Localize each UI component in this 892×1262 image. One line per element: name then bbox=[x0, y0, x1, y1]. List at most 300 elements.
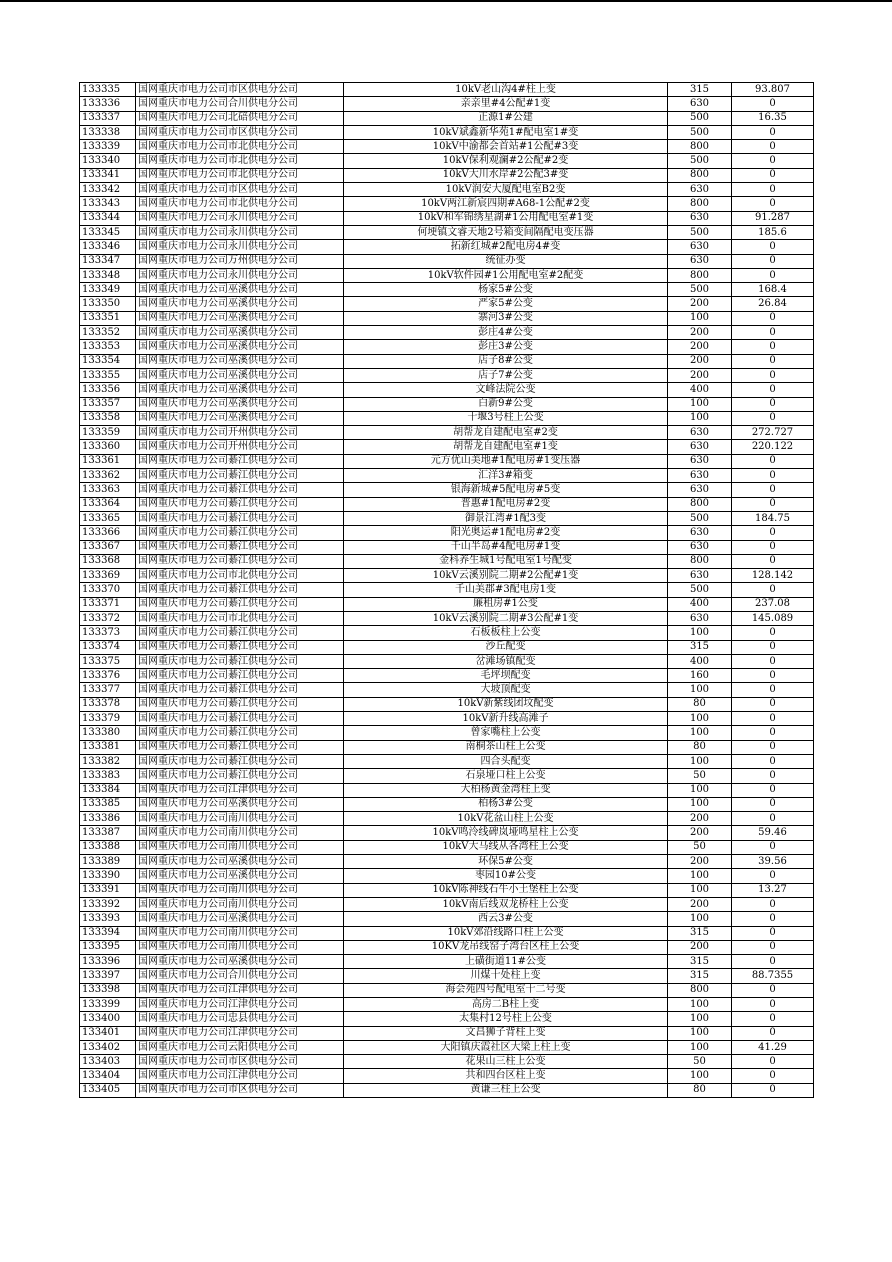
cell-capacity: 200 bbox=[668, 354, 732, 368]
cell-transformer-name: 白新9#公变 bbox=[344, 397, 668, 411]
cell-value: 0 bbox=[732, 1069, 814, 1083]
cell-capacity: 80 bbox=[668, 1083, 732, 1097]
cell-id: 133365 bbox=[80, 511, 136, 525]
cell-capacity: 630 bbox=[668, 611, 732, 625]
cell-id: 133378 bbox=[80, 697, 136, 711]
cell-company: 国网重庆市电力公司南川供电分公司 bbox=[136, 826, 344, 840]
cell-transformer-name: 太集村12号柱上公变 bbox=[344, 1012, 668, 1026]
cell-transformer-name: 10KV龙吊线窑子湾台区柱上公变 bbox=[344, 940, 668, 954]
table-row bbox=[80, 1055, 814, 1069]
table-row bbox=[80, 197, 814, 211]
cell-id: 133370 bbox=[80, 583, 136, 597]
table-row bbox=[80, 154, 814, 168]
cell-id: 133374 bbox=[80, 640, 136, 654]
cell-company: 国网重庆市电力公司合川供电分公司 bbox=[136, 969, 344, 983]
cell-transformer-name: 店子8#公变 bbox=[344, 354, 668, 368]
cell-transformer-name: 石泉垭口柱上公变 bbox=[344, 769, 668, 783]
cell-transformer-name: 10kV保利观澜#2公配#2变 bbox=[344, 154, 668, 168]
cell-company: 国网重庆市电力公司市区供电分公司 bbox=[136, 125, 344, 139]
cell-value: 0 bbox=[732, 197, 814, 211]
cell-transformer-name: 彭庄4#公变 bbox=[344, 326, 668, 340]
data-table bbox=[79, 82, 814, 1098]
cell-value: 0 bbox=[732, 1055, 814, 1069]
table-row bbox=[80, 783, 814, 797]
cell-value: 26.84 bbox=[732, 297, 814, 311]
cell-company: 国网重庆市电力公司江津供电分公司 bbox=[136, 998, 344, 1012]
cell-capacity: 630 bbox=[668, 454, 732, 468]
cell-capacity: 800 bbox=[668, 497, 732, 511]
cell-id: 133399 bbox=[80, 998, 136, 1012]
cell-id: 133345 bbox=[80, 225, 136, 239]
cell-capacity: 500 bbox=[668, 125, 732, 139]
table-row bbox=[80, 740, 814, 754]
table-row bbox=[80, 926, 814, 940]
cell-value: 88.7355 bbox=[732, 969, 814, 983]
cell-capacity: 500 bbox=[668, 154, 732, 168]
cell-company: 国网重庆市电力公司綦江供电分公司 bbox=[136, 669, 344, 683]
cell-id: 133393 bbox=[80, 912, 136, 926]
cell-capacity: 630 bbox=[668, 569, 732, 583]
table-row bbox=[80, 626, 814, 640]
cell-transformer-name: 千山半岛#4配电房#1变 bbox=[344, 540, 668, 554]
cell-company: 国网重庆市电力公司市区供电分公司 bbox=[136, 1055, 344, 1069]
cell-company: 国网重庆市电力公司南川供电分公司 bbox=[136, 940, 344, 954]
cell-id: 133396 bbox=[80, 955, 136, 969]
table-row bbox=[80, 454, 814, 468]
table-row bbox=[80, 125, 814, 139]
cell-id: 133401 bbox=[80, 1026, 136, 1040]
cell-value: 0 bbox=[732, 669, 814, 683]
cell-capacity: 630 bbox=[668, 426, 732, 440]
cell-transformer-name: 南桐茶山柱上公变 bbox=[344, 740, 668, 754]
cell-id: 133357 bbox=[80, 397, 136, 411]
cell-capacity: 630 bbox=[668, 254, 732, 268]
cell-capacity: 315 bbox=[668, 83, 732, 97]
cell-value: 13.27 bbox=[732, 883, 814, 897]
cell-id: 133377 bbox=[80, 683, 136, 697]
cell-transformer-name: 10kV软件园#1公用配电室#2配变 bbox=[344, 268, 668, 282]
cell-company: 国网重庆市电力公司南川供电分公司 bbox=[136, 840, 344, 854]
cell-id: 133368 bbox=[80, 554, 136, 568]
cell-company: 国网重庆市电力公司巫溪供电分公司 bbox=[136, 411, 344, 425]
cell-company: 国网重庆市电力公司綦江供电分公司 bbox=[136, 454, 344, 468]
cell-capacity: 50 bbox=[668, 1055, 732, 1069]
cell-company: 国网重庆市电力公司南川供电分公司 bbox=[136, 926, 344, 940]
table-row bbox=[80, 297, 814, 311]
cell-company: 国网重庆市电力公司南川供电分公司 bbox=[136, 883, 344, 897]
cell-value: 0 bbox=[732, 326, 814, 340]
cell-company: 国网重庆市电力公司市北供电分公司 bbox=[136, 569, 344, 583]
table-row bbox=[80, 754, 814, 768]
table-row bbox=[80, 383, 814, 397]
cell-transformer-name: 10kV大川水岸#2公配3#变 bbox=[344, 168, 668, 182]
cell-company: 国网重庆市电力公司巫溪供电分公司 bbox=[136, 869, 344, 883]
cell-company: 国网重庆市电力公司江津供电分公司 bbox=[136, 983, 344, 997]
table-body bbox=[80, 83, 814, 1098]
cell-value: 0 bbox=[732, 583, 814, 597]
cell-capacity: 100 bbox=[668, 683, 732, 697]
table-row bbox=[80, 611, 814, 625]
cell-company: 国网重庆市电力公司开州供电分公司 bbox=[136, 426, 344, 440]
table-row bbox=[80, 998, 814, 1012]
cell-value: 128.142 bbox=[732, 569, 814, 583]
table-row bbox=[80, 225, 814, 239]
cell-value: 0 bbox=[732, 526, 814, 540]
cell-capacity: 315 bbox=[668, 926, 732, 940]
cell-transformer-name: 大柏杨黄金湾柱上变 bbox=[344, 783, 668, 797]
cell-value: 0 bbox=[732, 469, 814, 483]
table-row bbox=[80, 254, 814, 268]
cell-company: 国网重庆市电力公司綦江供电分公司 bbox=[136, 683, 344, 697]
cell-capacity: 630 bbox=[668, 240, 732, 254]
cell-company: 国网重庆市电力公司市北供电分公司 bbox=[136, 154, 344, 168]
cell-id: 133337 bbox=[80, 111, 136, 125]
cell-id: 133340 bbox=[80, 154, 136, 168]
table-row bbox=[80, 769, 814, 783]
cell-transformer-name: 10kV两江新宸四期#A68-1公配#2变 bbox=[344, 197, 668, 211]
cell-company: 国网重庆市电力公司綦江供电分公司 bbox=[136, 626, 344, 640]
table-row bbox=[80, 240, 814, 254]
cell-company: 国网重庆市电力公司巫溪供电分公司 bbox=[136, 297, 344, 311]
cell-id: 133367 bbox=[80, 540, 136, 554]
cell-capacity: 500 bbox=[668, 511, 732, 525]
cell-capacity: 100 bbox=[668, 998, 732, 1012]
cell-company: 国网重庆市电力公司綦江供电分公司 bbox=[136, 769, 344, 783]
table-row bbox=[80, 469, 814, 483]
table-row bbox=[80, 83, 814, 97]
cell-transformer-name: 沙丘配变 bbox=[344, 640, 668, 654]
cell-company: 国网重庆市电力公司忠县供电分公司 bbox=[136, 1012, 344, 1026]
cell-capacity: 500 bbox=[668, 283, 732, 297]
cell-transformer-name: 10kV和军锦绣星湖#1公用配电室#1变 bbox=[344, 211, 668, 225]
cell-id: 133388 bbox=[80, 840, 136, 854]
cell-value: 0 bbox=[732, 311, 814, 325]
cell-capacity: 100 bbox=[668, 1026, 732, 1040]
cell-value: 168.4 bbox=[732, 283, 814, 297]
cell-id: 133366 bbox=[80, 526, 136, 540]
cell-capacity: 200 bbox=[668, 826, 732, 840]
cell-company: 国网重庆市电力公司綦江供电分公司 bbox=[136, 469, 344, 483]
table-row bbox=[80, 183, 814, 197]
cell-company: 国网重庆市电力公司巫溪供电分公司 bbox=[136, 955, 344, 969]
cell-transformer-name: 严家5#公变 bbox=[344, 297, 668, 311]
cell-capacity: 100 bbox=[668, 726, 732, 740]
table-row bbox=[80, 340, 814, 354]
cell-capacity: 630 bbox=[668, 469, 732, 483]
cell-transformer-name: 拓新红城#2配电房4#变 bbox=[344, 240, 668, 254]
cell-capacity: 100 bbox=[668, 1012, 732, 1026]
cell-transformer-name: 枣园10#公变 bbox=[344, 869, 668, 883]
cell-id: 133355 bbox=[80, 368, 136, 382]
cell-transformer-name: 岔滩场镇配变 bbox=[344, 654, 668, 668]
cell-transformer-name: 10kV老山沟4#柱上变 bbox=[344, 83, 668, 97]
cell-transformer-name: 川煤十处柱上变 bbox=[344, 969, 668, 983]
cell-company: 国网重庆市电力公司万州供电分公司 bbox=[136, 254, 344, 268]
table-row bbox=[80, 897, 814, 911]
cell-company: 国网重庆市电力公司巫溪供电分公司 bbox=[136, 855, 344, 869]
cell-transformer-name: 10kV云溪别院二期#3公配#1变 bbox=[344, 611, 668, 625]
cell-id: 133385 bbox=[80, 797, 136, 811]
cell-transformer-name: 上磺街道11#公变 bbox=[344, 955, 668, 969]
cell-company: 国网重庆市电力公司綦江供电分公司 bbox=[136, 497, 344, 511]
table-row bbox=[80, 883, 814, 897]
cell-transformer-name: 大坡顶配变 bbox=[344, 683, 668, 697]
cell-value: 0 bbox=[732, 268, 814, 282]
table-row bbox=[80, 826, 814, 840]
cell-value: 93.807 bbox=[732, 83, 814, 97]
cell-value: 0 bbox=[732, 383, 814, 397]
table-row bbox=[80, 654, 814, 668]
cell-value: 0 bbox=[732, 1083, 814, 1097]
cell-id: 133358 bbox=[80, 411, 136, 425]
table-row bbox=[80, 111, 814, 125]
cell-value: 237.08 bbox=[732, 597, 814, 611]
cell-id: 133404 bbox=[80, 1069, 136, 1083]
cell-id: 133369 bbox=[80, 569, 136, 583]
table-row bbox=[80, 526, 814, 540]
cell-company: 国网重庆市电力公司江津供电分公司 bbox=[136, 783, 344, 797]
cell-id: 133351 bbox=[80, 311, 136, 325]
cell-id: 133341 bbox=[80, 168, 136, 182]
cell-transformer-name: 柏杨3#公变 bbox=[344, 797, 668, 811]
cell-capacity: 315 bbox=[668, 640, 732, 654]
cell-transformer-name: 彭庄3#公变 bbox=[344, 340, 668, 354]
cell-value: 0 bbox=[732, 368, 814, 382]
table-row bbox=[80, 940, 814, 954]
cell-value: 0 bbox=[732, 125, 814, 139]
cell-transformer-name: 文昌狮子背柱上变 bbox=[344, 1026, 668, 1040]
cell-transformer-name: 杨家5#公变 bbox=[344, 283, 668, 297]
table-row bbox=[80, 1069, 814, 1083]
cell-company: 国网重庆市电力公司綦江供电分公司 bbox=[136, 511, 344, 525]
cell-transformer-name: 银海新城#5配电房#5变 bbox=[344, 483, 668, 497]
cell-company: 国网重庆市电力公司綦江供电分公司 bbox=[136, 597, 344, 611]
cell-id: 133392 bbox=[80, 897, 136, 911]
table-row bbox=[80, 597, 814, 611]
table-row bbox=[80, 640, 814, 654]
cell-company: 国网重庆市电力公司巫溪供电分公司 bbox=[136, 326, 344, 340]
cell-id: 133354 bbox=[80, 354, 136, 368]
cell-id: 133398 bbox=[80, 983, 136, 997]
cell-value: 0 bbox=[732, 726, 814, 740]
cell-id: 133349 bbox=[80, 283, 136, 297]
cell-id: 133380 bbox=[80, 726, 136, 740]
cell-value: 0 bbox=[732, 740, 814, 754]
table-row bbox=[80, 540, 814, 554]
table-row bbox=[80, 1012, 814, 1026]
cell-id: 133356 bbox=[80, 383, 136, 397]
cell-capacity: 800 bbox=[668, 554, 732, 568]
table-row bbox=[80, 1083, 814, 1097]
cell-company: 国网重庆市电力公司巫溪供电分公司 bbox=[136, 912, 344, 926]
cell-capacity: 800 bbox=[668, 140, 732, 154]
cell-id: 133381 bbox=[80, 740, 136, 754]
cell-value: 0 bbox=[732, 540, 814, 554]
table-row bbox=[80, 497, 814, 511]
table-row bbox=[80, 554, 814, 568]
cell-value: 41.29 bbox=[732, 1040, 814, 1054]
cell-company: 国网重庆市电力公司綦江供电分公司 bbox=[136, 554, 344, 568]
cell-transformer-name: 10kV花盆山柱上公变 bbox=[344, 812, 668, 826]
cell-value: 145.089 bbox=[732, 611, 814, 625]
cell-capacity: 630 bbox=[668, 211, 732, 225]
table-row bbox=[80, 797, 814, 811]
cell-id: 133344 bbox=[80, 211, 136, 225]
cell-value: 0 bbox=[732, 712, 814, 726]
cell-value: 0 bbox=[732, 912, 814, 926]
table-row bbox=[80, 955, 814, 969]
table-row bbox=[80, 354, 814, 368]
cell-capacity: 630 bbox=[668, 483, 732, 497]
cell-value: 0 bbox=[732, 998, 814, 1012]
cell-capacity: 100 bbox=[668, 1040, 732, 1054]
cell-id: 133384 bbox=[80, 783, 136, 797]
table-row bbox=[80, 569, 814, 583]
cell-company: 国网重庆市电力公司永川供电分公司 bbox=[136, 211, 344, 225]
cell-transformer-name: 廉租房#1公变 bbox=[344, 597, 668, 611]
cell-company: 国网重庆市电力公司綦江供电分公司 bbox=[136, 712, 344, 726]
table-row bbox=[80, 311, 814, 325]
cell-value: 0 bbox=[732, 940, 814, 954]
cell-company: 国网重庆市电力公司江津供电分公司 bbox=[136, 1069, 344, 1083]
cell-company: 国网重庆市电力公司綦江供电分公司 bbox=[136, 540, 344, 554]
cell-value: 220.122 bbox=[732, 440, 814, 454]
cell-id: 133389 bbox=[80, 855, 136, 869]
table-row bbox=[80, 511, 814, 525]
cell-id: 133391 bbox=[80, 883, 136, 897]
table-row bbox=[80, 669, 814, 683]
cell-capacity: 200 bbox=[668, 297, 732, 311]
cell-value: 0 bbox=[732, 1012, 814, 1026]
cell-company: 国网重庆市电力公司南川供电分公司 bbox=[136, 812, 344, 826]
cell-capacity: 200 bbox=[668, 326, 732, 340]
cell-id: 133346 bbox=[80, 240, 136, 254]
cell-transformer-name: 10kV新紫线团坟配变 bbox=[344, 697, 668, 711]
cell-value: 0 bbox=[732, 454, 814, 468]
table-row bbox=[80, 283, 814, 297]
cell-transformer-name: 10kV鸣泠线碑岚垭鸣星柱上公变 bbox=[344, 826, 668, 840]
cell-company: 国网重庆市电力公司永川供电分公司 bbox=[136, 268, 344, 282]
cell-id: 133347 bbox=[80, 254, 136, 268]
cell-company: 国网重庆市电力公司市北供电分公司 bbox=[136, 197, 344, 211]
table-row bbox=[80, 983, 814, 997]
cell-transformer-name: 御景江湾#1配3变 bbox=[344, 511, 668, 525]
table-row bbox=[80, 140, 814, 154]
cell-transformer-name: 胡帮龙自建配电室#1变 bbox=[344, 440, 668, 454]
cell-company: 国网重庆市电力公司市北供电分公司 bbox=[136, 140, 344, 154]
cell-id: 133359 bbox=[80, 426, 136, 440]
cell-transformer-name: 毛坪坝配变 bbox=[344, 669, 668, 683]
table-row bbox=[80, 726, 814, 740]
cell-company: 国网重庆市电力公司云阳供电分公司 bbox=[136, 1040, 344, 1054]
cell-company: 国网重庆市电力公司永川供电分公司 bbox=[136, 240, 344, 254]
cell-company: 国网重庆市电力公司江津供电分公司 bbox=[136, 1026, 344, 1040]
cell-transformer-name: 何埂镇文睿天地2号箱变间隔配电变压器 bbox=[344, 225, 668, 239]
cell-company: 国网重庆市电力公司北碚供电分公司 bbox=[136, 111, 344, 125]
cell-value: 0 bbox=[732, 769, 814, 783]
cell-company: 国网重庆市电力公司合川供电分公司 bbox=[136, 97, 344, 111]
cell-value: 0 bbox=[732, 926, 814, 940]
cell-capacity: 315 bbox=[668, 955, 732, 969]
table-row bbox=[80, 869, 814, 883]
table-row bbox=[80, 168, 814, 182]
cell-capacity: 200 bbox=[668, 368, 732, 382]
cell-transformer-name: 胡帮龙自建配电室#2变 bbox=[344, 426, 668, 440]
cell-transformer-name: 元方优山美地#1配电房#1变压器 bbox=[344, 454, 668, 468]
cell-transformer-name: 10kV润安大厦配电室B2变 bbox=[344, 183, 668, 197]
cell-id: 133386 bbox=[80, 812, 136, 826]
cell-id: 133342 bbox=[80, 183, 136, 197]
cell-transformer-name: 四合头配变 bbox=[344, 754, 668, 768]
table-row bbox=[80, 712, 814, 726]
cell-value: 0 bbox=[732, 397, 814, 411]
cell-value: 0 bbox=[732, 626, 814, 640]
table-row bbox=[80, 268, 814, 282]
cell-value: 0 bbox=[732, 140, 814, 154]
table-row bbox=[80, 855, 814, 869]
cell-company: 国网重庆市电力公司巫溪供电分公司 bbox=[136, 397, 344, 411]
cell-value: 0 bbox=[732, 955, 814, 969]
cell-value: 91.287 bbox=[732, 211, 814, 225]
cell-value: 0 bbox=[732, 783, 814, 797]
cell-capacity: 500 bbox=[668, 111, 732, 125]
cell-id: 133383 bbox=[80, 769, 136, 783]
cell-value: 272.727 bbox=[732, 426, 814, 440]
table-row bbox=[80, 969, 814, 983]
cell-company: 国网重庆市电力公司南川供电分公司 bbox=[136, 897, 344, 911]
cell-id: 133390 bbox=[80, 869, 136, 883]
cell-capacity: 200 bbox=[668, 940, 732, 954]
cell-transformer-name: 10kV斌鑫新华苑1#配电室1#变 bbox=[344, 125, 668, 139]
cell-capacity: 80 bbox=[668, 740, 732, 754]
cell-transformer-name: 高房二B柱上变 bbox=[344, 998, 668, 1012]
cell-capacity: 160 bbox=[668, 669, 732, 683]
cell-transformer-name: 普惠#1配电房#2变 bbox=[344, 497, 668, 511]
cell-capacity: 100 bbox=[668, 797, 732, 811]
cell-transformer-name: 店子7#公变 bbox=[344, 368, 668, 382]
cell-value: 0 bbox=[732, 812, 814, 826]
cell-id: 133405 bbox=[80, 1083, 136, 1097]
table-row bbox=[80, 812, 814, 826]
cell-transformer-name: 寨河3#公变 bbox=[344, 311, 668, 325]
cell-id: 133375 bbox=[80, 654, 136, 668]
cell-company: 国网重庆市电力公司綦江供电分公司 bbox=[136, 697, 344, 711]
cell-company: 国网重庆市电力公司市区供电分公司 bbox=[136, 183, 344, 197]
cell-value: 0 bbox=[732, 697, 814, 711]
cell-id: 133372 bbox=[80, 611, 136, 625]
cell-transformer-name: 统征办变 bbox=[344, 254, 668, 268]
cell-capacity: 100 bbox=[668, 712, 732, 726]
cell-transformer-name: 环保5#公变 bbox=[344, 855, 668, 869]
cell-capacity: 500 bbox=[668, 225, 732, 239]
cell-company: 国网重庆市电力公司巫溪供电分公司 bbox=[136, 383, 344, 397]
table-row bbox=[80, 411, 814, 425]
table-row bbox=[80, 697, 814, 711]
table-row bbox=[80, 1026, 814, 1040]
cell-capacity: 630 bbox=[668, 183, 732, 197]
cell-company: 国网重庆市电力公司綦江供电分公司 bbox=[136, 654, 344, 668]
cell-company: 国网重庆市电力公司市区供电分公司 bbox=[136, 1083, 344, 1097]
table-row bbox=[80, 97, 814, 111]
cell-capacity: 400 bbox=[668, 383, 732, 397]
cell-value: 0 bbox=[732, 840, 814, 854]
cell-value: 0 bbox=[732, 869, 814, 883]
cell-capacity: 100 bbox=[668, 1069, 732, 1083]
cell-transformer-name: 10kV南后线双龙桥柱上公变 bbox=[344, 897, 668, 911]
cell-id: 133350 bbox=[80, 297, 136, 311]
cell-transformer-name: 海会苑四号配电室十二号变 bbox=[344, 983, 668, 997]
cell-value: 0 bbox=[732, 1026, 814, 1040]
